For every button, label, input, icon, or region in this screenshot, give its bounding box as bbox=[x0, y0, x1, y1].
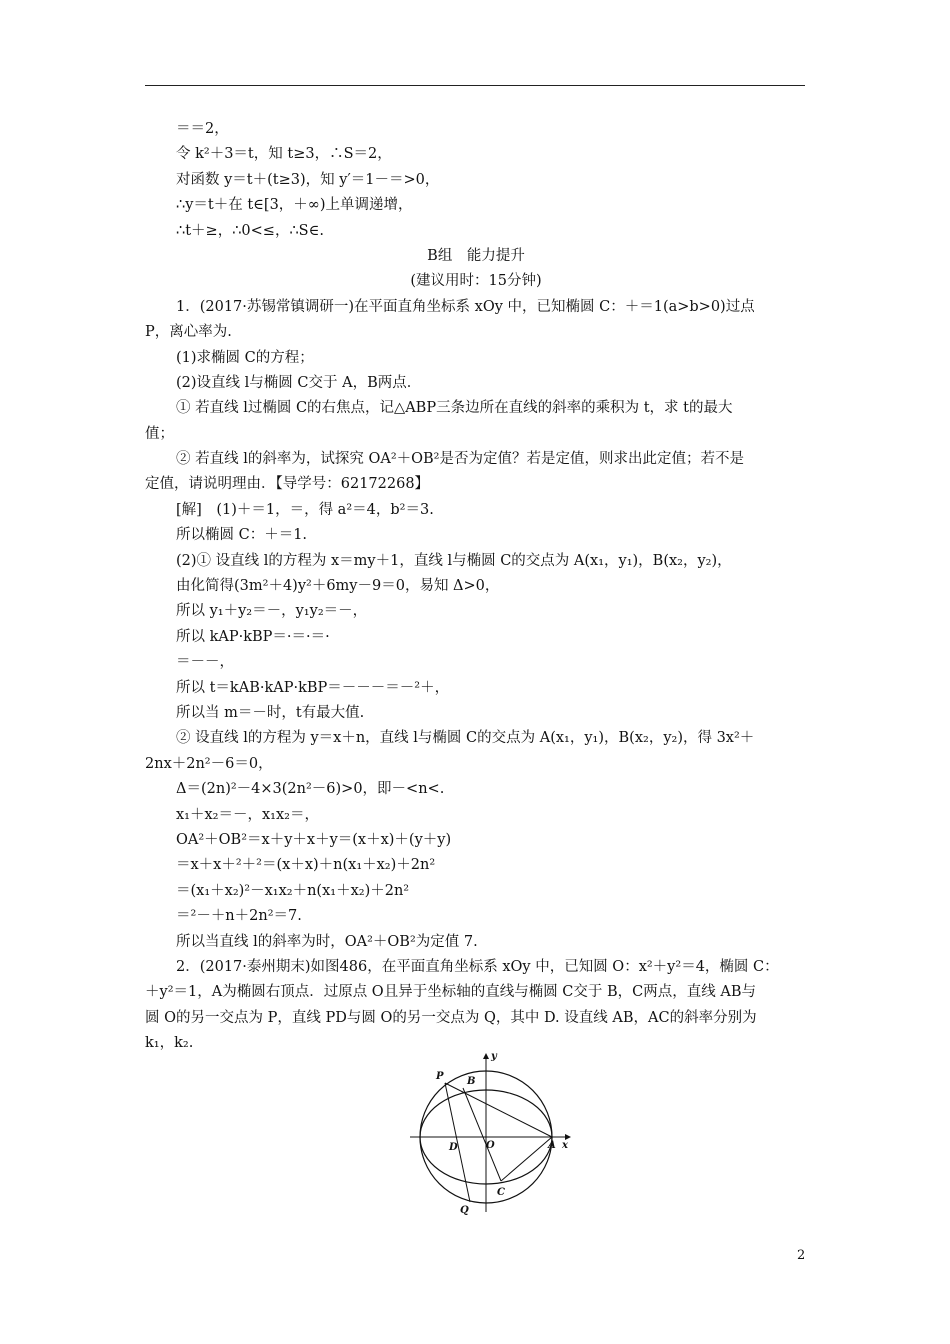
text-line: ∴t＋≥，∴0<≤，∴S∈. bbox=[176, 222, 324, 239]
page-number: 2 bbox=[797, 1248, 806, 1263]
text-line: 定值，请说明理由．【导学号：62172268】 bbox=[145, 476, 430, 493]
text-line: ∴y＝t＋在 t∈[3，＋∞)上单调递增， bbox=[176, 197, 413, 214]
text-line: 令 k²＋3＝t，知 t≥3，∴S＝2， bbox=[176, 146, 392, 163]
text-line: 对函数 y＝t＋(t≥3)，知 y′＝1－＝>0， bbox=[176, 171, 440, 188]
label-p: P bbox=[436, 1071, 444, 1082]
text-line: 值； bbox=[145, 425, 174, 442]
text-line: 所以当直线 l的斜率为时，OA²＋OB²为定值 7. bbox=[176, 933, 478, 950]
text-line: k₁，k₂. bbox=[145, 1035, 194, 1052]
text-line: ＝＝2， bbox=[176, 121, 229, 137]
text-line: 所以 kAP·kBP＝·＝·＝· bbox=[176, 628, 330, 645]
text-line: Δ＝(2n)²－4×3(2n²－6)>0，即－<n<. bbox=[176, 781, 445, 798]
label-d: D bbox=[449, 1142, 458, 1153]
solution-start: [解] (1)＋＝1，＝，得 a²＝4，b²＝3. bbox=[176, 501, 434, 518]
text-line: 所以当 m＝－时，t有最大值. bbox=[176, 704, 365, 721]
text-line: ① 若直线 l过椭圆 C的右焦点，记△ABP三条边所在直线的斜率的乘积为 t，求 t的最大 bbox=[176, 400, 733, 417]
text-line: 所以 y₁＋y₂＝－，y₁y₂＝－， bbox=[176, 603, 368, 620]
text-line: ＝²－＋n＋2n²＝7. bbox=[176, 908, 302, 925]
label-a: A bbox=[548, 1140, 556, 1151]
y-axis-arrow bbox=[483, 1053, 489, 1059]
problem-1-statement: 1．(2017·苏锡常镇调研一)在平面直角坐标系 xOy 中，已知椭圆 C：＋＝1(a>b>0)过点 bbox=[176, 298, 755, 315]
problem-2-statement: 2．(2017·泰州期末)如图486，在平面直角坐标系 xOy 中，已知圆 O：x²＋y²＝4，椭圆 C： bbox=[176, 958, 779, 975]
document-body bbox=[145, 117, 807, 1056]
text-line: ＝x＋x＋²＋²＝(x＋x)＋n(x₁＋x₂)＋2n² bbox=[176, 857, 436, 874]
text-line: ② 若直线 l的斜率为，试探究 OA²＋OB²是否为定值？若是定值，则求出此定值；若不是 bbox=[176, 451, 744, 468]
text-line: OA²＋OB²＝x＋y＋x＋y＝(x＋x)＋(y＋y) bbox=[176, 831, 452, 848]
text-line: P，离心率为. bbox=[145, 324, 232, 341]
text-line: 圆 O的另一交点为 P，直线 PD与圆 O的另一交点为 Q，其中 D. 设直线 AB，AC的斜率分别为 bbox=[145, 1009, 757, 1026]
text-line: 所以椭圆 C：＋＝1. bbox=[176, 527, 308, 544]
text-line: ＝(x₁＋x₂)²－x₁x₂＋n(x₁＋x₂)＋2n² bbox=[176, 882, 410, 899]
label-q: Q bbox=[460, 1205, 469, 1216]
label-o: O bbox=[486, 1140, 495, 1151]
text-line: (1)求椭圆 C的方程； bbox=[176, 349, 314, 366]
geometry-figure bbox=[405, 1047, 585, 1217]
label-x: x bbox=[562, 1140, 568, 1151]
text-line: ＝－－， bbox=[176, 654, 234, 671]
text-line: (2)① 设直线 l的方程为 x＝my＋1，直线 l与椭圆 C的交点为 A(x₁，y₁)，B(x₂，y₂)， bbox=[176, 552, 732, 569]
label-c: C bbox=[497, 1187, 505, 1198]
text-line: (2)设直线 l与椭圆 C交于 A，B两点． bbox=[176, 374, 422, 391]
text-line: 所以 t＝kAB·kAP·kBP＝－－－＝－²＋， bbox=[176, 679, 450, 696]
label-b: B bbox=[467, 1076, 476, 1087]
text-line: 2nx＋2n²－6＝0， bbox=[145, 755, 273, 772]
text-line: ② 设直线 l的方程为 y＝x＋n，直线 l与椭圆 C的交点为 A(x₁，y₁)，B(x₂，y₂)，得 3x²＋ bbox=[176, 730, 755, 747]
section-heading: B组 能力提升 bbox=[427, 247, 525, 264]
text-line: ＋y²＝1，A为椭圆右顶点．过原点 O且异于坐标轴的直线与椭圆 C交于 B，C两点，直线 AB与 bbox=[145, 984, 756, 1001]
label-y: y bbox=[491, 1051, 497, 1062]
header-rule bbox=[145, 85, 805, 86]
text-line: 由化简得(3m²＋4)y²＋6my－9＝0，易知 Δ>0， bbox=[176, 578, 500, 595]
suggested-time: (建议用时：15分钟) bbox=[410, 273, 542, 290]
text-line: x₁＋x₂＝－，x₁x₂＝， bbox=[176, 806, 319, 823]
